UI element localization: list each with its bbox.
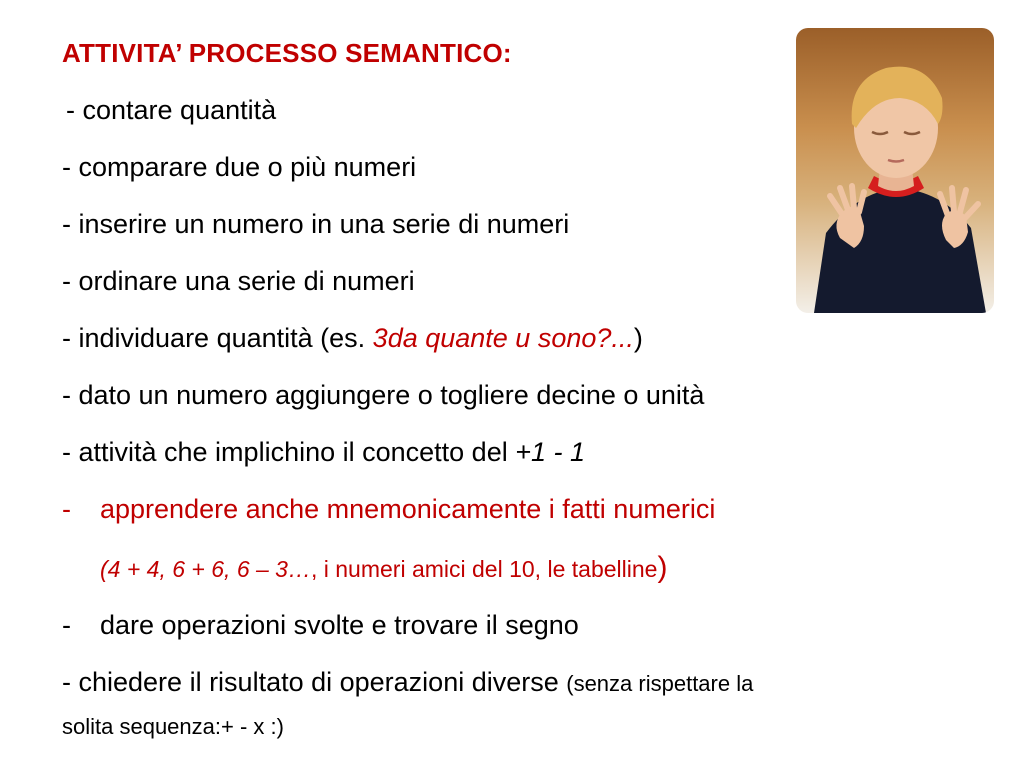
list-item-inserire: - inserire un numero in una serie di numeri	[62, 209, 570, 239]
examples-plain: , i numeri amici del 10, le tabelline	[310, 556, 658, 582]
child-counting-fingers-photo	[796, 28, 994, 313]
open-paren: (	[100, 556, 108, 582]
child-photo-illustration	[796, 28, 994, 313]
list-item-dare-operazioni-text: dare operazioni svolte e trovare il segno	[100, 610, 579, 640]
slide-title: ATTIVITA’ PROCESSO SEMANTICO:	[62, 38, 512, 68]
list-item-chiedere-note: (senza rispettare la	[566, 671, 754, 696]
list-item-chiedere	[62, 665, 753, 701]
close-paren: )	[657, 551, 668, 584]
list-item-apprendere-text: apprendere anche mnemonicamente i fatti numerici	[100, 494, 716, 524]
list-item-comparare: - comparare due o più numeri	[62, 152, 417, 182]
example-text: 3da quante u sono?...	[372, 323, 634, 353]
list-item-dato-numero: - dato un numero aggiungere o togliere decine o unità	[62, 380, 705, 410]
list-item-ordinare: - ordinare una serie di numeri	[62, 266, 415, 296]
bullet-dash: -	[62, 494, 71, 524]
list-item-individuare-text: - individuare quantità (es.	[62, 323, 373, 353]
list-item-chiedere-text: - chiedere il risultato di operazioni diverse	[62, 667, 567, 697]
list-item-individuare	[62, 321, 643, 355]
bullet-dash: -	[62, 610, 71, 640]
list-item-attivita	[62, 435, 585, 469]
examples-italic: 4 + 4, 6 + 6, 6 – 3…	[107, 556, 311, 582]
closing-paren: )	[633, 323, 643, 353]
list-item-dare-operazioni	[62, 608, 579, 642]
list-subitem-esempi	[100, 551, 667, 586]
list-item-contare: - contare quantità	[66, 95, 277, 125]
list-item-chiedere-continuation: solita sequenza:+ - x :)	[62, 714, 284, 739]
list-item-attivita-text: - attività che implichino il concetto del	[62, 437, 516, 467]
list-item-apprendere	[62, 492, 715, 526]
math-expression: +1 - 1	[515, 437, 586, 467]
